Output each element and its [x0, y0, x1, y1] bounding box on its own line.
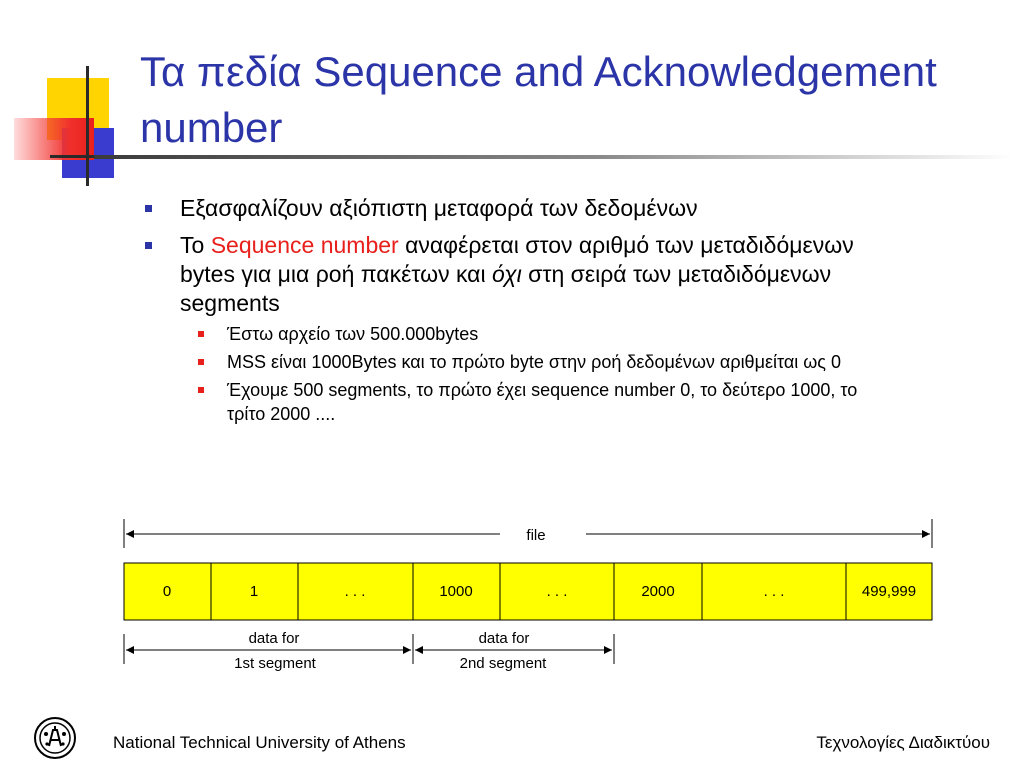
sub-bullet-text: Έστω αρχείο των 500.000bytes	[227, 324, 479, 344]
segment2-label-line1: data for	[478, 630, 530, 647]
university-seal-icon	[33, 716, 77, 760]
sub-bullet-text: Έχουμε 500 segments, το πρώτο έχει sequence number 0, το δεύτερο 1000, το τρίτο 2000 ....	[227, 380, 858, 424]
segment1-label-line1: data for	[248, 630, 300, 647]
bullet-emphasis: όχι	[491, 261, 522, 287]
byte-cells	[124, 563, 932, 620]
file-label: file	[526, 527, 546, 544]
byte-cell-label: 1	[249, 583, 259, 600]
byte-cell-label: . . .	[344, 583, 366, 600]
bullet-text-mid: αναφέρεται στον αριθμό των μεταδιδόμενων bytes για μια ροή πακέτων και	[180, 232, 854, 287]
segment1-label-line2: 1st segment	[234, 655, 316, 672]
bullet-text: Εξασφαλίζουν αξιόπιστη μεταφορά των δεδομένων	[180, 195, 698, 221]
bullet-text-post: στη σειρά των μεταδιδόμενων segments	[180, 261, 832, 316]
byte-cell-label: 1000	[439, 583, 473, 600]
byte-cell-label: 499,999	[861, 583, 917, 600]
byte-cell-label: . . .	[546, 583, 568, 600]
bullet-text-pre: Το	[180, 232, 211, 258]
slide-title: Τα πεδία Sequence and Acknowledgement number	[140, 48, 937, 151]
bullet-highlight: Sequence number	[210, 232, 399, 258]
footer-university: National Technical University of Athens	[113, 733, 406, 752]
sub-bullet-text: MSS είναι 1000Bytes και το πρώτο byte στην ροή δεδομένων αριθμείται ως 0	[227, 352, 841, 372]
byte-cell-label: 0	[162, 583, 172, 600]
footer-course: Τεχνολογίες Διαδικτύου	[816, 733, 990, 752]
segment2-label-line2: 2nd segment	[459, 655, 547, 672]
byte-cell-label: 2000	[641, 583, 675, 600]
byte-cell-label: . . .	[763, 583, 785, 600]
